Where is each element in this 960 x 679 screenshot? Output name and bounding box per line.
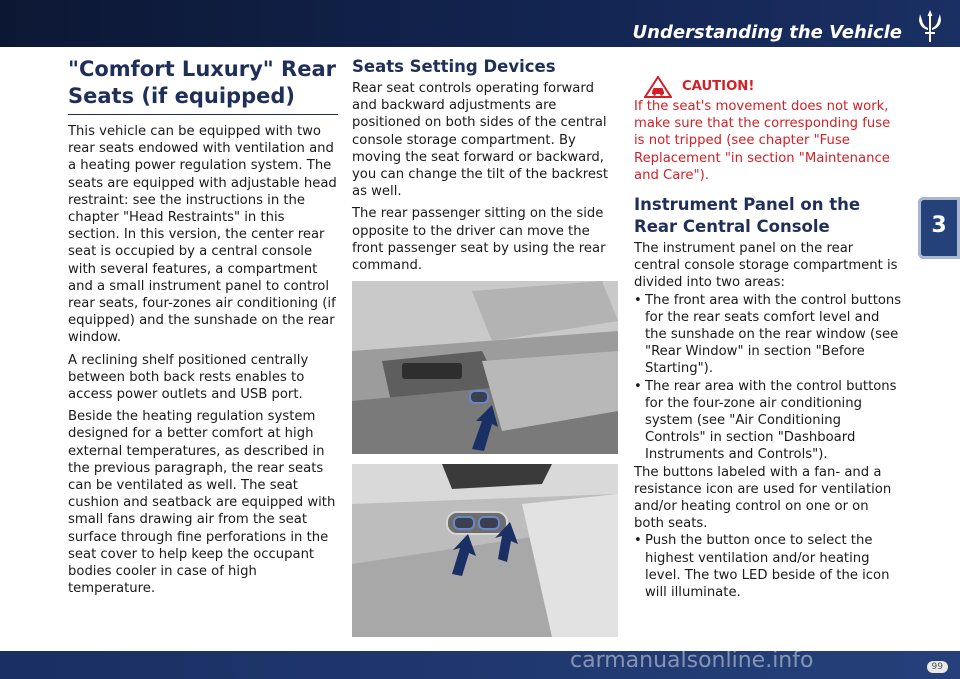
bullet-list — [634, 532, 902, 601]
section-title-seats-setting: Seats Setting Devices — [352, 57, 556, 76]
paragraph: The instrument panel on the rear central console storage compartment is divided into two areas: — [634, 241, 898, 291]
bullet-list — [634, 292, 902, 464]
seat-buttons-illustration — [352, 464, 618, 637]
paragraph: Beside the heating regulation system designed for a better comfort at high external temperatures, as described in the previous paragraph, the rear seats can be ventilated as well. The seat cushion and seatback are equipped with small fans drawing air from the seat surface through fine perforations in the seat cover to help keep the occupant bodies cooler in case of high temperature. — [68, 409, 336, 597]
header-title: Understanding the Vehicle — [632, 22, 902, 43]
column-3 — [634, 56, 902, 601]
paragraph: This vehicle can be equipped with two rear seats endowed with ventilation and a heating power regulation system. The seats are equipped with adjustable head restraint: see the instructions in the chapter "Head Restraints" in this section. In this version, the center rear seat is occupied by a central console with several features, a compartment and a small instrument panel to control rear seats, four-zones air conditioning (if equipped) and the sunshade on the rear window. — [68, 124, 337, 346]
caution-text: If the seat's movement does not work, make sure that the corresponding fuse is not tripped (see chapter "Fuse Replacement "in section "Maintenance and Care"). — [634, 99, 891, 183]
paragraph: A reclining shelf positioned centrally between both back rests enables to access power outlets and USB port. — [68, 352, 309, 403]
car-warning-icon — [644, 76, 672, 98]
chapter-tab — [918, 197, 960, 259]
paragraph: Rear seat controls operating forward and backward adjustments are positioned on both sides of the central console storage compartment. By moving the seat forward or backward, you can change the tilt of the backrest as well. — [352, 81, 609, 200]
paragraph: The rear passenger sitting on the side opposite to the driver can move the front passenger seat by using the rear command. — [352, 206, 606, 274]
page-footer — [0, 648, 960, 679]
list-item: • Push the button once to select the highest ventilation and/or heating level. The two LED beside of the icon will illuminate. — [634, 532, 902, 601]
trident-icon — [914, 8, 946, 44]
rear-console-illustration — [352, 281, 618, 454]
caution-title: CAUTION! — [682, 79, 755, 95]
column-1 — [68, 56, 338, 602]
page-header — [0, 0, 960, 47]
watermark: carmanualsonline.info — [570, 648, 814, 673]
chapter-number: 3 — [931, 213, 947, 238]
list-item: • The front area with the control buttons for the rear seats comfort level and the sunshade on the rear window (see "Rear Window" in section "Before Starting"). — [634, 292, 902, 378]
list-item: • The rear area with the control buttons for the four-zone air conditioning system (see "Air Conditioning Controls" in section "Dashboard Instruments and Controls"). — [634, 378, 902, 464]
seat-buttons-photo — [352, 464, 618, 637]
column-2 — [352, 56, 620, 279]
rear-console-photo — [352, 281, 618, 454]
section-title-comfort-luxury: "Comfort Luxury" Rear Seats (if equipped) — [68, 56, 338, 115]
caution-header — [634, 76, 902, 98]
paragraph: The buttons labeled with a fan- and a resistance icon are used for ventilation and/or heating control on one or on both seats. — [634, 464, 892, 532]
section-title-instrument-panel: Instrument Panel on the Rear Central Console — [634, 195, 861, 237]
page-number: 99 — [927, 661, 948, 673]
